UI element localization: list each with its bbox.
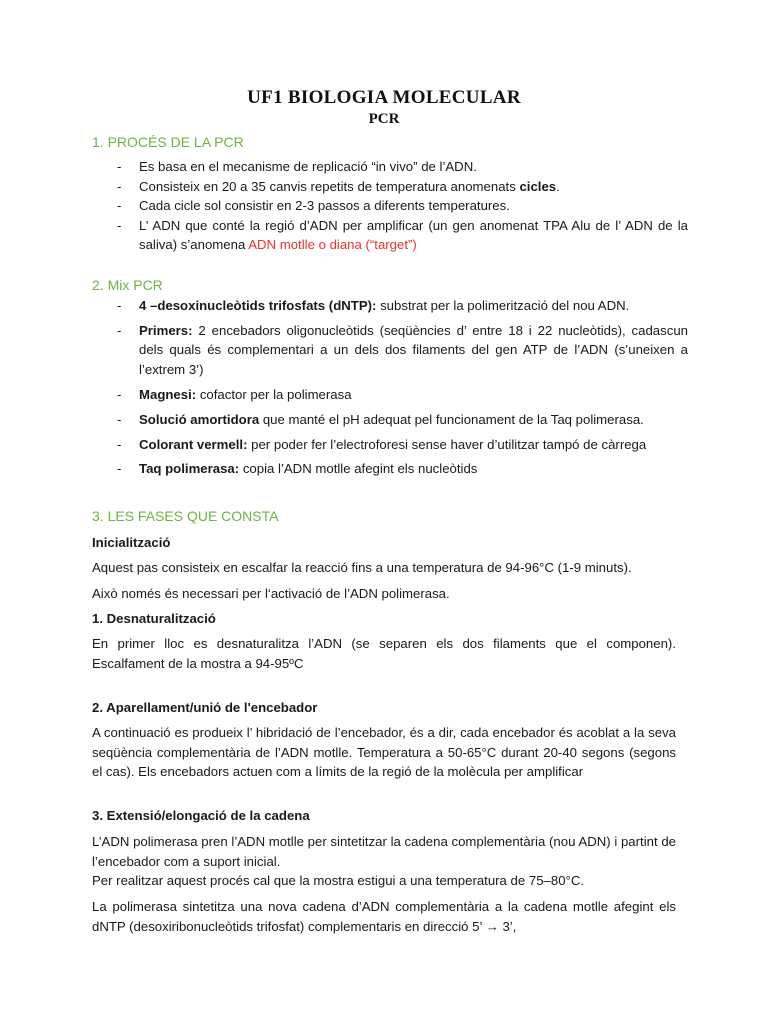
phase-1-title: 1. Desnaturalització xyxy=(92,611,216,626)
phase-2-title: 2. Aparellament/unió de l'encebador xyxy=(92,700,318,715)
list-item: - Magnesi: cofactor per la polimerasa xyxy=(92,385,688,405)
section-3-heading: 3. LES FASES QUE CONSTA xyxy=(92,508,279,524)
list-item: - Cada cicle sol consistir en 2-3 passos a diferents temperatures. xyxy=(92,196,688,216)
document-subtitle: PCR xyxy=(368,111,400,127)
highlighted-term: ADN motlle o diana (“target”) xyxy=(248,237,417,252)
list-item: - Primers: 2 encebadors oligonucleòtids (seqüències d’ entre 18 i 22 nucleòtids), cadascun dels quals és complementari a un dels dos filaments del gen ATP de l’ADN (s’uneixen a l’extrem 3’) xyxy=(92,321,688,380)
list-item: - L’ ADN que conté la regió d’ADN per amplificar (un gen anomenat TPA Alu de l’ ADN de la saliva) s’anomena ADN motlle o diana (“target”) xyxy=(92,216,688,255)
list-item: - Solució amortidora que manté el pH adequat pel funcionament de la Taq polimerasa. xyxy=(92,410,688,430)
section-1-heading: 1. PROCÉS DE LA PCR xyxy=(92,134,244,150)
list-item: - Colorant vermell: per poder fer l’electroforesi sense haver d’utilitzar tampó de càrrega xyxy=(92,435,688,455)
list-item: - Consisteix en 20 a 35 canvis repetits de temperatura anomenats cicles. xyxy=(92,177,688,197)
list-item: - Taq polimerasa: copia l’ADN motlle afegint els nucleòtids xyxy=(92,459,688,479)
phase-3-paragraph-2: Per realitzar aquest procés cal que la mostra estigui a una temperatura de 75–80°C. xyxy=(92,873,585,888)
phase-3-title: 3. Extensió/elongació de la cadena xyxy=(92,808,310,823)
section-2-heading: 2. Mix PCR xyxy=(92,277,163,293)
section-2-list xyxy=(92,296,688,484)
init-paragraph-1: Aquest pas consisteix en escalfar la reacció fins a una temperatura de 94-96°C (1-9 minuts). xyxy=(92,560,632,575)
list-item: - Es basa en el mecanisme de replicació “in vivo” de l’ADN. xyxy=(92,157,688,177)
phase-3-paragraph-1: L’ADN polimerasa pren l’ADN motlle per sintetitzar la cadena complementària (nou ADN) i partint de l’encebador com a suport inicial. xyxy=(92,834,676,869)
list-item: - 4 –desoxinucleòtids trifosfats (dNTP): substrat per la polimerització del nou ADN. xyxy=(92,296,688,316)
init-title: Inicialització xyxy=(92,535,171,550)
document-title: UF1 BIOLOGIA MOLECULAR xyxy=(247,87,521,108)
phase-2-paragraph: A continuació es produeix l’ hibridació de l’encebador, és a dir, cada encebador és acoblat a la seva seqüència complementària de l’ADN motlle. Temperatura a 50-65°C durant 20-40 segons (segons el cas). Els encebadors actuen com a límits de la regió de la molècula per amplificar xyxy=(92,725,676,779)
init-paragraph-2: Això només és necessari per l‘activació de l’ADN polimerasa. xyxy=(92,586,450,601)
phase-1-paragraph: En primer lloc es desnaturalitza l’ADN (se separen els dos filaments que el componen). Escalfament de la mostra a 94-95ºC xyxy=(92,636,676,671)
section-1-list xyxy=(92,157,688,255)
phase-3-paragraph-3: La polimerasa sintetitza una nova cadena d’ADN complementària a la cadena motlle afegint els dNTP (desoxiribonucleòtids trifosfat) complementaris en direcció 5’ → 3’, xyxy=(92,899,676,934)
